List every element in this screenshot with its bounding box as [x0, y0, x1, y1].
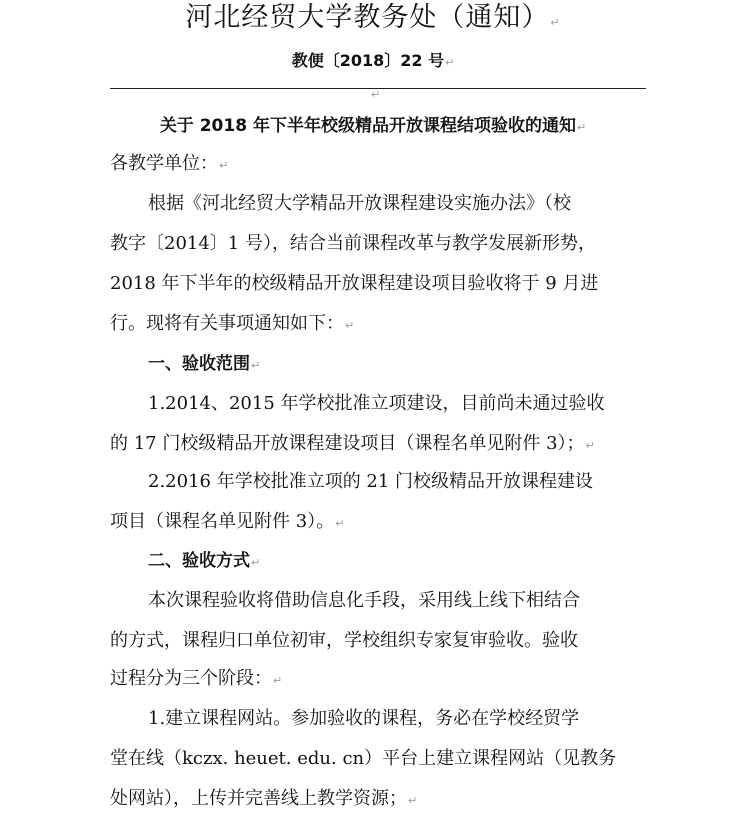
intro-line-1: 根据《河北经贸大学精品开放课程建设实施办法》（校 [148, 193, 571, 214]
document-title: 河北经贸大学教务处（通知）↵ [185, 2, 561, 33]
section2-heading: 二、验收方式↵ [148, 551, 261, 571]
section1-item1-line-2: 的 17 门校级精品开放课程建设项目（课程名单见附件 3）；↵ [110, 433, 595, 454]
paragraph-mark: ↵ [371, 88, 381, 101]
section1-item2-line-2: 项目（课程名单见附件 3）。↵ [110, 511, 345, 532]
section2-item1-line-1: 1.建立课程网站。参加验收的课程，务必在学校经贸学 [148, 708, 580, 729]
section2-para-line-1: 本次课程验收将借助信息化手段，采用线上线下相结合 [148, 590, 580, 611]
section2-item1-line-2: 堂在线（kczx. heuet. edu. cn）平台上建立课程网站（见教务 [110, 748, 617, 769]
section1-heading: 一、验收范围↵ [148, 354, 261, 374]
greeting: 各教学单位：↵ [110, 153, 229, 174]
intro-line-2: 教字〔2014〕1 号），结合当前课程改革与教学发展新形势， [110, 233, 596, 254]
notice-title: 关于 2018 年下半年校级精品开放课程结项验收的通知↵ [159, 116, 587, 136]
section2-item1-line-3: 处网站），上传并完善线上教学资源；↵ [110, 788, 418, 809]
section1-item2-line-1: 2.2016 年学校批准立项的 21 门校级精品开放课程建设 [148, 471, 594, 492]
intro-line-3: 2018 年下半年的校级精品开放课程建设项目验收将于 9 月进 [110, 273, 599, 294]
intro-line-4: 行。现将有关事项通知如下：↵ [110, 313, 355, 334]
section1-item1-line-1: 1.2014、2015 年学校批准立项建设，目前尚未通过验收 [148, 393, 605, 414]
document-number: 教便〔2018〕22 号↵ [291, 51, 455, 70]
section2-para-line-2: 的方式，课程归口单位初审，学校组织专家复审验收。验收 [110, 630, 578, 651]
section2-para-line-3: 过程分为三个阶段：↵ [110, 668, 283, 689]
